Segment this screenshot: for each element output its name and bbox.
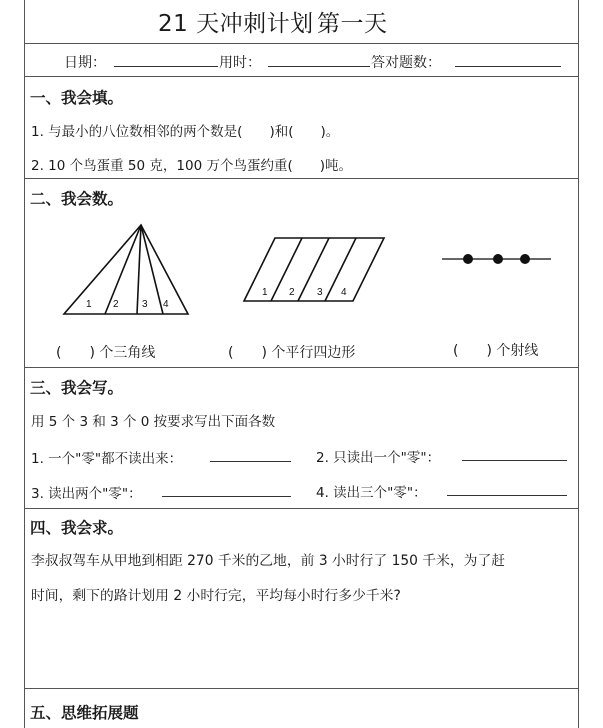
section-4-heading: 四、我会求。 (30, 519, 124, 537)
write-item-3: 3. 读出两个"零"： (31, 486, 142, 502)
problem-text-line-2: 时间，剩下的路计划用 2 小时行完，平均每小时行多少千米? (31, 588, 401, 604)
answer-area[interactable] (30, 610, 570, 682)
write-item-2: 2. 只读出一个"零"： (316, 450, 441, 466)
svg-text:2: 2 (289, 287, 295, 298)
date-label: 日期： (64, 55, 106, 71)
svg-text:3: 3 (317, 287, 323, 298)
write-item-4: 4. 读出三个"零"： (316, 485, 427, 501)
svg-text:1: 1 (262, 287, 268, 298)
write-item-2-answer[interactable] (462, 446, 567, 461)
write-item-1-answer[interactable] (210, 447, 291, 462)
write-item-4-answer[interactable] (447, 481, 567, 496)
day-label: 第一天 (317, 11, 388, 37)
svg-text:4: 4 (163, 299, 169, 310)
problem-text-line-1: 李叔叔驾车从甲地到相距 270 千米的乙地，前 3 小时行了 150 千米，为了赶 (31, 553, 506, 569)
parallelogram-count-caption: ( ) 个平行四边形 (228, 345, 356, 361)
triangle-count-caption: ( ) 个三角线 (56, 345, 156, 361)
write-item-1: 1. 一个"零"都不读出来： (31, 451, 183, 467)
section-1-heading: 一、我会填。 (30, 89, 124, 107)
time-label: 用时： (219, 55, 261, 71)
svg-text:4: 4 (341, 287, 347, 298)
ray-count-caption: ( ) 个射线 (453, 343, 539, 359)
question-1-2: 2. 10 个鸟蛋重 50 克，100 万个鸟蛋约重( )吨。 (31, 158, 352, 174)
section-3-heading: 三、我会写。 (30, 379, 124, 397)
write-item-3-answer[interactable] (162, 482, 291, 497)
question-1-1: 1. 与最小的八位数相邻的两个数是( )和( )。 (31, 124, 340, 140)
svg-text:3: 3 (142, 299, 148, 310)
svg-text:2: 2 (113, 299, 119, 310)
section-2-heading: 二、我会数。 (30, 190, 124, 208)
section-3-intro: 用 5 个 3 和 3 个 0 按要求写出下面各数 (31, 414, 276, 430)
section-5-heading: 五、思维拓展题 (30, 704, 139, 722)
worksheet-title: 21 天冲刺计划 (158, 11, 314, 37)
correct-count-label: 答对题数： (371, 55, 441, 71)
svg-text:1: 1 (86, 299, 92, 310)
